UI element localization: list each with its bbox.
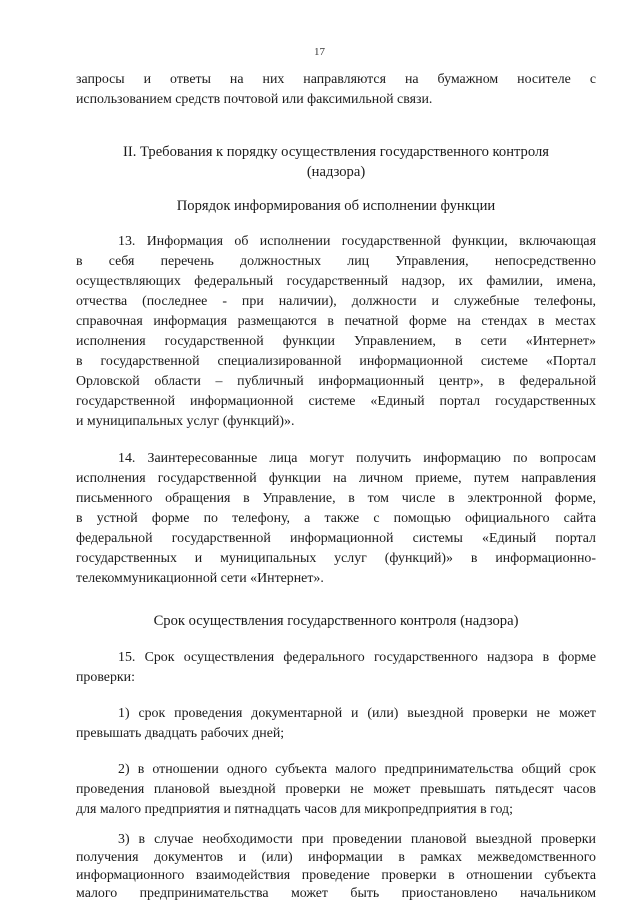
paragraph-14-line: государственных и муниципальных услуг (функций)» в информационно- — [76, 551, 596, 566]
list-item-2-line: проведения плановой выездной проверки не может превышать пятьдесят часов — [76, 782, 596, 797]
paragraph-14-line: в устной форме по телефону, а также с помощью официального сайта — [76, 511, 596, 526]
subheading-term: Срок осуществления государственного контроля (надзора) — [153, 613, 519, 629]
list-item-3-line: 3) в случае необходимости при проведении плановой выездной проверки — [118, 832, 596, 847]
list-item-3-line: малого предпринимательства может быть приостановлено начальником — [76, 886, 596, 901]
paragraph-13-line: справочная информация размещаются в печатной форме на стендах в местах — [76, 314, 596, 329]
paragraph-13-line: и муниципальных услуг (функций)». — [76, 414, 295, 429]
paragraph-14-line: исполнения государственной функции на личном приеме, путем направления — [76, 471, 596, 486]
paragraph-13-line: осуществляющих федеральный государственный надзор, их фамилии, имена, — [76, 274, 596, 289]
paragraph-14-line: 14. Заинтересованные лица могут получить информацию по вопросам — [118, 451, 596, 466]
paragraph-13-line: 13. Информация об исполнении государственной функции, включающая — [118, 234, 596, 249]
paragraph-15-line: проверки: — [76, 670, 135, 685]
paragraph-13-line: государственной информационной системе «Единый портал государственных — [76, 394, 596, 409]
paragraph-14-line: федеральной государственной информационной системы «Единый портал — [76, 531, 596, 546]
list-item-3-line: информационного взаимодействия проведение проверки в отношении субъекта — [76, 868, 596, 883]
top-paragraph-line-2: использованием средств почтовой или факсимильной связи. — [76, 92, 433, 107]
section-title-line-1: II. Требования к порядку осуществления государственного контроля — [123, 144, 549, 160]
list-item-2-line: для малого предприятия и пятнадцать часов для микропредприятия в год; — [76, 802, 513, 817]
top-paragraph-line-1: запросы и ответы на них направляются на бумажном носителе с — [76, 72, 596, 87]
paragraph-14-line: письменного обращения в Управление, в том числе в электронной форме, — [76, 491, 596, 506]
paragraph-13-line: в государственной специализированной информационной системе «Портал — [76, 354, 596, 369]
list-item-1-line: превышать двадцать рабочих дней; — [76, 726, 285, 741]
paragraph-13-line: в себя перечень должностных лиц Управления, непосредственно — [76, 254, 596, 269]
paragraph-14-line: телекоммуникационной сети «Интернет». — [76, 571, 324, 586]
paragraph-15-line: 15. Срок осуществления федерального государственного надзора в форме — [118, 650, 596, 665]
page-number: 17 — [314, 46, 325, 58]
list-item-3-line: получения документов и (или) информации в рамках межведомственного — [76, 850, 596, 865]
list-item-1-line: 1) срок проведения документарной и (или) выездной проверки не может — [118, 706, 596, 721]
subheading-informing: Порядок информирования об исполнении функции — [176, 198, 496, 214]
paragraph-13-line: Орловской области – публичный информационный центр», в федеральной — [76, 374, 596, 389]
paragraph-13-line: отчества (последнее - при наличии), должности и служебные телефоны, — [76, 294, 596, 309]
paragraph-13-line: исполнения государственной функции Управлением, в сети «Интернет» — [76, 334, 596, 349]
list-item-2-line: 2) в отношении одного субъекта малого предпринимательства общий срок — [118, 762, 596, 777]
section-title-line-2: (надзора) — [306, 164, 366, 180]
